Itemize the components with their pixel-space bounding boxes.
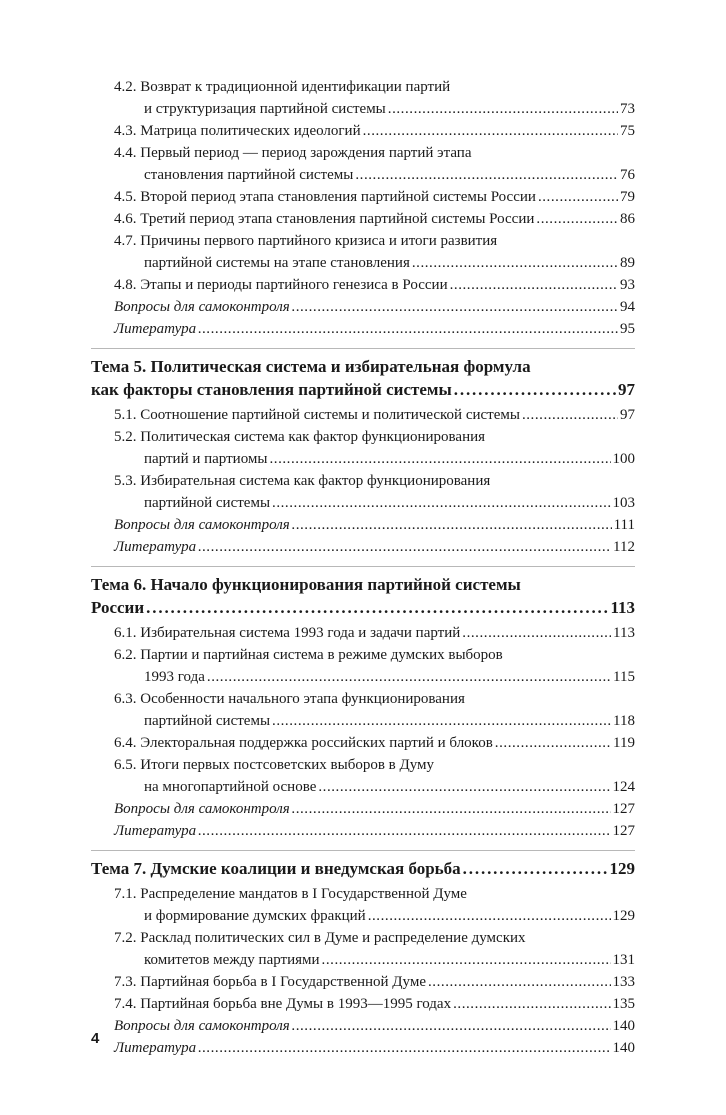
toc-entry-title: 6.5. Итоги первых постсоветских выборов в Думу <box>114 757 435 773</box>
dot-leader <box>292 798 611 820</box>
toc-entry-title: партий и партиомы <box>144 451 268 467</box>
toc-page-number: 97 <box>618 380 635 399</box>
toc-aux-entry[interactable] <box>91 798 635 820</box>
toc-page-number: 112 <box>613 539 635 555</box>
toc-entry[interactable] <box>91 426 635 470</box>
toc-entry-title: 7.4. Партийная борьба вне Думы в 1993—1995 годах <box>114 996 452 1012</box>
toc-entry[interactable] <box>91 688 635 732</box>
toc-page-number: 113 <box>613 625 635 641</box>
toc-page-number: 135 <box>612 996 635 1012</box>
dot-leader <box>368 905 611 927</box>
toc-entry-title: 7.1. Распределение мандатов в I Государственной Думе <box>114 886 467 902</box>
dot-leader <box>207 666 611 688</box>
toc-topic[interactable] <box>91 566 635 619</box>
toc-entry[interactable] <box>91 274 635 296</box>
toc-aux-entry[interactable] <box>91 1037 635 1059</box>
toc-page-number: 94 <box>620 299 635 315</box>
toc-page-number: 95 <box>620 321 635 337</box>
toc-page-number: 79 <box>620 189 635 205</box>
toc-aux-entry[interactable] <box>91 514 635 536</box>
toc-entry-title: Вопросы для самоконтроля <box>114 517 290 533</box>
toc-entry-title: Литература <box>114 823 197 839</box>
toc-entry-title: на многопартийной основе <box>144 779 317 795</box>
dot-leader <box>292 296 618 318</box>
toc-page-number: 97 <box>620 407 635 423</box>
toc-page-number: 140 <box>612 1018 635 1034</box>
table-of-contents <box>91 76 635 1059</box>
toc-entry-title: 1993 года <box>144 669 205 685</box>
toc-entry-title: Тема 7. Думские коалиции и внедумская борьба <box>91 859 461 878</box>
toc-entry[interactable] <box>91 622 635 644</box>
toc-page-number: 75 <box>620 123 635 139</box>
dot-leader <box>412 252 618 274</box>
dot-leader <box>536 208 618 230</box>
toc-entry-title: 4.5. Второй период этапа становления партийной системы России <box>114 189 536 205</box>
toc-entry-title: 7.2. Расклад политических сил в Думе и распределение думских <box>114 930 526 946</box>
toc-entry-title: комитетов между партиями <box>144 952 320 968</box>
toc-page-number: 73 <box>620 101 635 117</box>
toc-entry[interactable] <box>91 186 635 208</box>
toc-entry[interactable] <box>91 754 635 798</box>
toc-aux-entry[interactable] <box>91 820 635 842</box>
dot-leader <box>355 164 618 186</box>
toc-entry-title: Литература <box>114 321 197 337</box>
toc-entry[interactable] <box>91 883 635 927</box>
dot-leader <box>463 857 608 880</box>
toc-entry-title: 5.1. Соотношение партийной системы и политической системы <box>114 407 520 423</box>
toc-entry-title: и формирование думских фракций <box>144 908 366 924</box>
dot-leader <box>388 98 618 120</box>
dot-leader <box>522 404 618 426</box>
dot-leader <box>538 186 618 208</box>
toc-entry-title: 4.6. Третий период этапа становления партийной системы России <box>114 211 535 227</box>
toc-entry[interactable] <box>91 120 635 142</box>
toc-entry[interactable] <box>91 927 635 971</box>
toc-entry-title: 4.4. Первый период — период зарождения партий этапа <box>114 145 472 161</box>
toc-entry[interactable] <box>91 470 635 514</box>
toc-page-number: 103 <box>612 495 635 511</box>
toc-page-number: 118 <box>613 713 635 729</box>
dot-leader <box>269 448 610 470</box>
toc-entry-title: партийной системы на этапе становления <box>144 255 410 271</box>
toc-aux-entry[interactable] <box>91 296 635 318</box>
toc-page-number: 133 <box>612 974 635 990</box>
page-number: 4 <box>91 1030 100 1047</box>
toc-entry-title: Тема 6. Начало функционирования партийной системы <box>91 575 521 594</box>
toc-entry-title: 5.3. Избирательная система как фактор функционирования <box>114 473 491 489</box>
dot-leader <box>292 1015 611 1037</box>
toc-page-number: 113 <box>610 598 635 617</box>
toc-entry-title: 4.8. Этапы и периоды партийного генезиса в России <box>114 277 448 293</box>
dot-leader <box>198 318 618 340</box>
toc-entry[interactable] <box>91 76 635 120</box>
dot-leader <box>198 536 611 558</box>
dot-leader <box>146 596 608 619</box>
toc-page-number: 129 <box>612 908 635 924</box>
toc-page-number: 100 <box>612 451 635 467</box>
toc-topic[interactable] <box>91 850 635 880</box>
dot-leader <box>198 1037 610 1059</box>
dot-leader <box>454 378 616 401</box>
dot-leader <box>450 274 618 296</box>
dot-leader <box>363 120 618 142</box>
dot-leader <box>428 971 611 993</box>
toc-entry-title: Тема 5. Политическая система и избирательная формула <box>91 357 531 376</box>
toc-page-number: 86 <box>620 211 635 227</box>
toc-entry[interactable] <box>91 404 635 426</box>
dot-leader <box>462 622 611 644</box>
toc-entry-title: становления партийной системы <box>144 167 354 183</box>
dot-leader <box>318 776 610 798</box>
toc-page-number: 76 <box>620 167 635 183</box>
toc-entry-title: 6.1. Избирательная система 1993 года и задачи партий <box>114 625 461 641</box>
toc-entry[interactable] <box>91 993 635 1015</box>
dot-leader <box>292 514 612 536</box>
toc-entry[interactable] <box>91 644 635 688</box>
dot-leader <box>495 732 611 754</box>
toc-entry-title: Вопросы для самоконтроля <box>114 1018 290 1034</box>
toc-entry[interactable] <box>91 230 635 274</box>
toc-entry-title: 5.2. Политическая система как фактор функционирования <box>114 429 486 445</box>
toc-entry-title: Литература <box>114 539 197 555</box>
dot-leader <box>322 949 611 971</box>
toc-aux-entry[interactable] <box>91 1015 635 1037</box>
toc-page-number: 124 <box>612 779 635 795</box>
toc-page-number: 93 <box>620 277 635 293</box>
toc-entry-title: и структуризация партийной системы <box>144 101 386 117</box>
toc-entry-title: 6.3. Особенности начального этапа функционирования <box>114 691 465 707</box>
toc-entry-title: России <box>91 598 145 617</box>
toc-page-number: 140 <box>612 1040 635 1056</box>
toc-entry-title: 4.2. Возврат к традиционной идентификации партий <box>114 79 451 95</box>
toc-page-number: 89 <box>620 255 635 271</box>
toc-entry-title: 7.3. Партийная борьба в I Государственной Думе <box>114 974 426 990</box>
toc-page-number: 127 <box>612 823 635 839</box>
toc-entry-title: 4.3. Матрица политических идеологий <box>114 123 361 139</box>
toc-entry-title: как факторы становления партийной системы <box>91 380 452 399</box>
dot-leader <box>272 710 611 732</box>
toc-aux-entry[interactable] <box>91 318 635 340</box>
toc-entry-title: Вопросы для самоконтроля <box>114 299 290 315</box>
dot-leader <box>198 820 610 842</box>
toc-page-number: 129 <box>609 859 635 878</box>
toc-page-number: 127 <box>612 801 635 817</box>
dot-leader <box>272 492 610 514</box>
toc-entry-title: 6.4. Электоральная поддержка российских партий и блоков <box>114 735 493 751</box>
toc-aux-entry[interactable] <box>91 536 635 558</box>
toc-page-number: 119 <box>613 735 635 751</box>
toc-entry[interactable] <box>91 732 635 754</box>
toc-entry-title: 4.7. Причины первого партийного кризиса и итоги развития <box>114 233 498 249</box>
toc-topic[interactable] <box>91 348 635 401</box>
toc-entry[interactable] <box>91 971 635 993</box>
toc-entry-title: Вопросы для самоконтроля <box>114 801 290 817</box>
toc-entry-title: Литература <box>114 1040 197 1056</box>
toc-page-number: 131 <box>612 952 635 968</box>
toc-page-number: 115 <box>613 669 635 685</box>
toc-entry-title: партийной системы <box>144 495 271 511</box>
toc-entry[interactable] <box>91 142 635 186</box>
toc-page-number: 111 <box>613 517 635 533</box>
toc-entry[interactable] <box>91 208 635 230</box>
toc-entry-title: партийной системы <box>144 713 271 729</box>
toc-entry-title: 6.2. Партии и партийная система в режиме думских выборов <box>114 647 503 663</box>
dot-leader <box>453 993 610 1015</box>
